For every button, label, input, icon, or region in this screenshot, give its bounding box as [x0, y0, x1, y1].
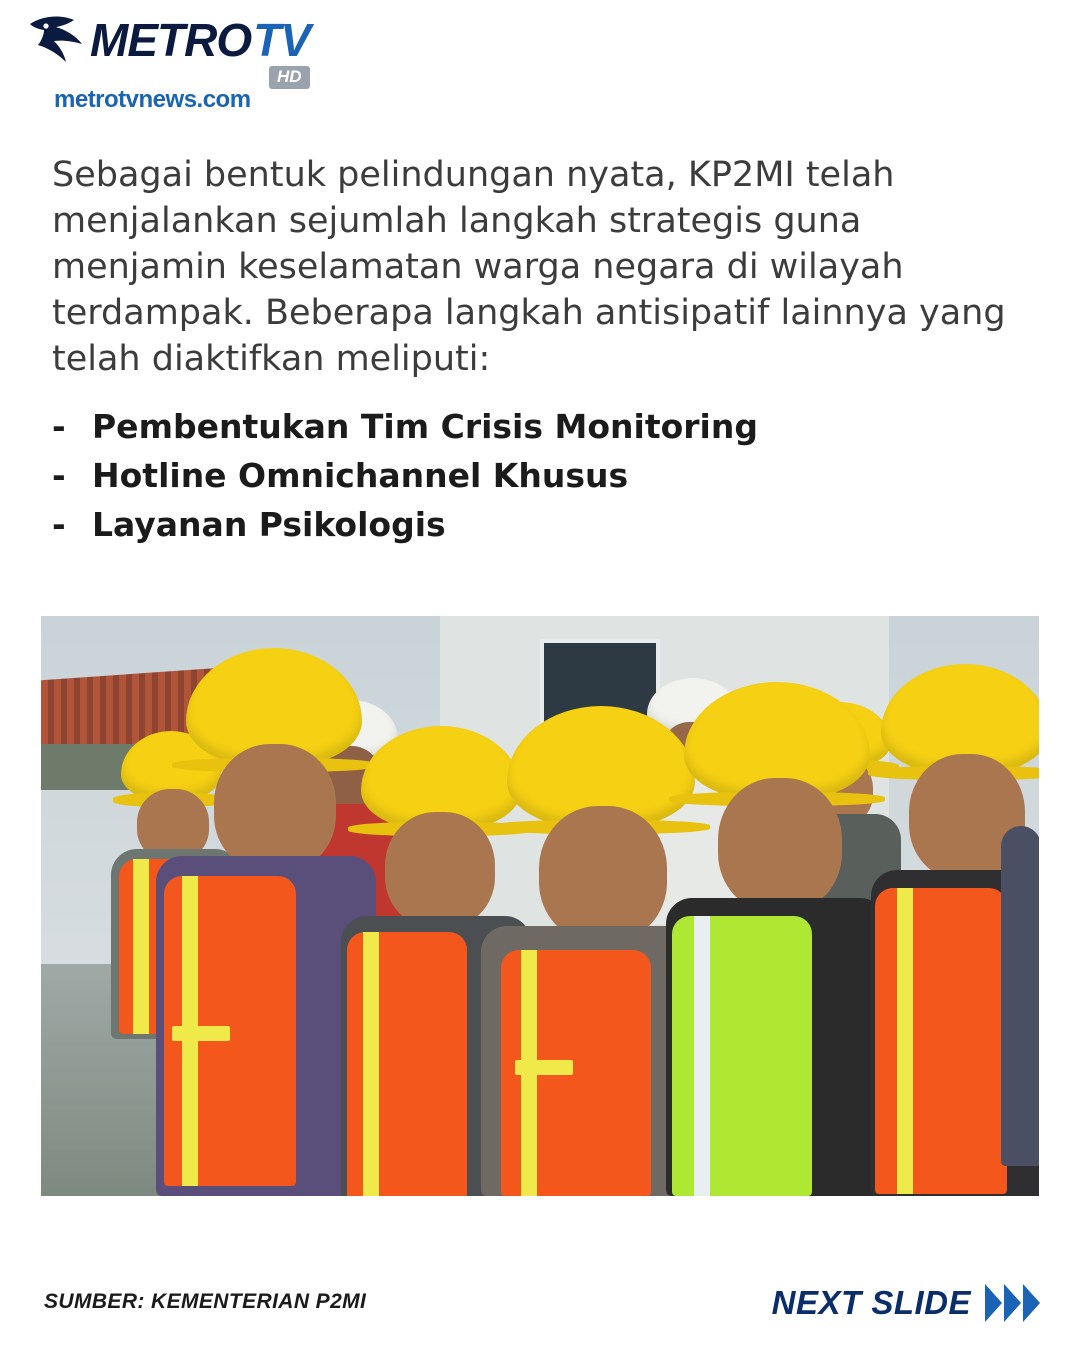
bullet-text: Hotline Omnichannel Khusus — [92, 456, 629, 495]
brand-header — [26, 14, 386, 113]
chevron-right-icon — [985, 1284, 1040, 1322]
logo-tv-text: TV — [253, 14, 310, 66]
next-slide-label: NEXT SLIDE — [771, 1284, 971, 1321]
photo-illustration — [41, 616, 1039, 1196]
next-slide-button[interactable] — [772, 1284, 1040, 1322]
worker-6 — [1001, 706, 1039, 1176]
logo — [26, 14, 386, 76]
bullet-list — [52, 404, 1012, 551]
list-item — [52, 453, 1012, 499]
hd-badge: HD — [269, 66, 310, 89]
body-paragraph: Sebagai bentuk pelindungan nyata, KP2MI telah menjalankan sejumlah langkah strategis guna menjamin keselamatan warga negara di wilayah terdampak. Beberapa langkah antisipatif lainnya yang telah diaktifkan meliputi: — [52, 155, 1006, 379]
bullet-text: Pembentukan Tim Crisis Monitoring — [92, 407, 758, 446]
bullet-marker: - — [52, 456, 66, 495]
eagle-icon — [26, 14, 88, 72]
list-item — [52, 404, 1012, 450]
website-label: metrotvnews.com — [54, 86, 251, 113]
photo — [41, 616, 1039, 1196]
bullet-marker: - — [52, 407, 66, 446]
logo-metro-text: METRO — [90, 14, 252, 66]
bullet-marker: - — [52, 505, 66, 544]
source-credit: SUMBER: KEMENTERIAN P2MI — [44, 1290, 367, 1313]
bullet-text: Layanan Psikologis — [92, 505, 446, 544]
logo-wordmark — [90, 14, 310, 66]
list-item — [52, 502, 1012, 548]
worker-4-green-vest — [666, 682, 886, 1196]
